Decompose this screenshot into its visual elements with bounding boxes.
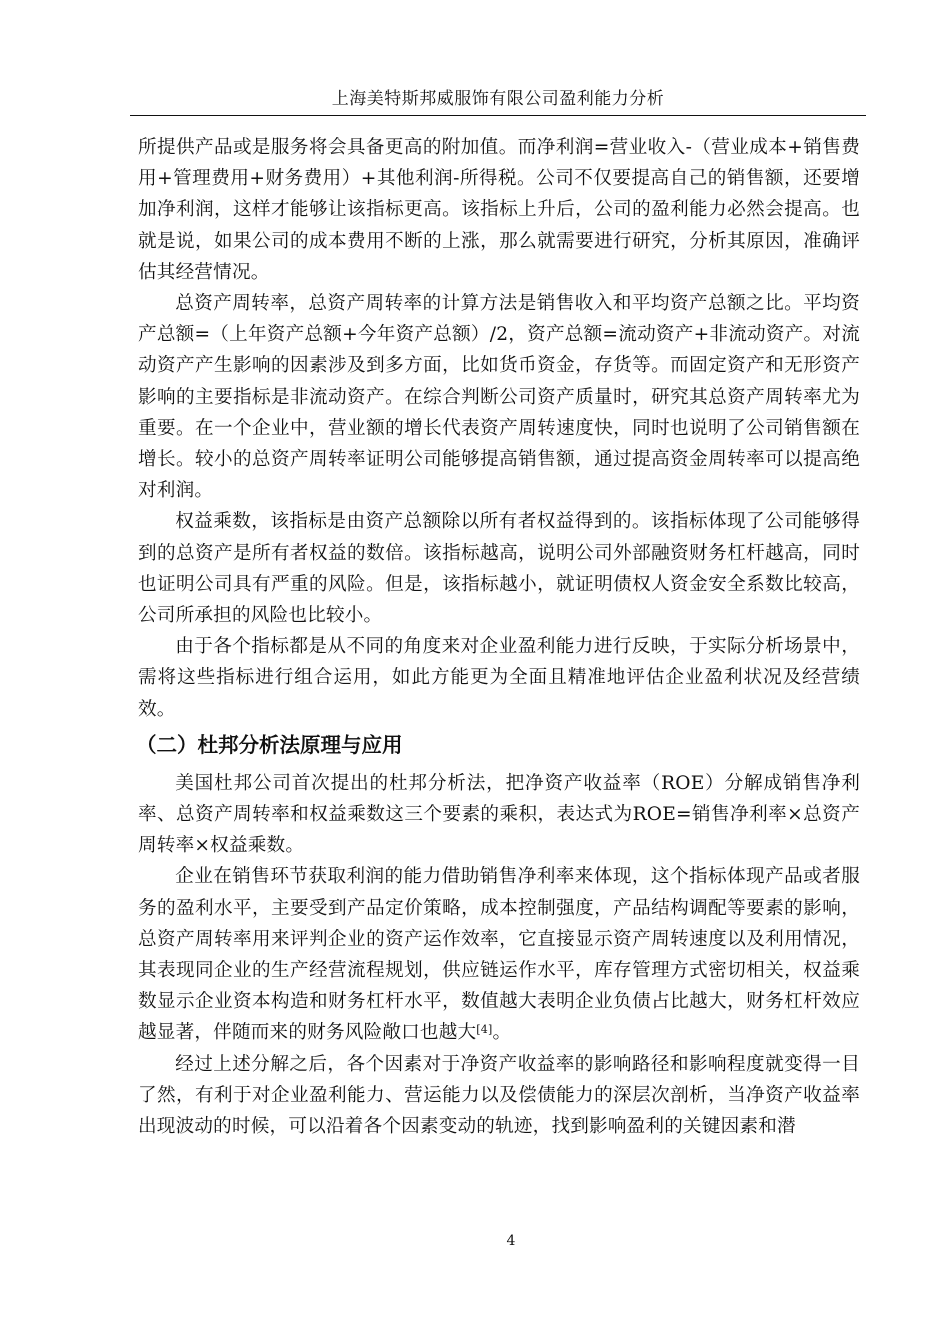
citation-reference: [4]	[476, 1023, 493, 1037]
paragraph-equity-multiplier: 权益乘数，该指标是由资产总额除以所有者权益得到的。该指标体现了公司能够得到的总资产是所有者权益的数倍。该指标越高，说明公司外部融资财务杠杆越高，同时也证明公司具有严重的风险。但是，该指标越小，就证明债权人资金安全系数比较高，公司所承担的风险也比较小。	[138, 511, 860, 627]
page-header-title: 上海美特斯邦威服饰有限公司盈利能力分析	[331, 89, 665, 109]
paragraph-dupont-decomposition: 经过上述分解之后，各个因素对于净资产收益率的影响路径和影响程度就变得一目了然，有利于对企业盈利能力、营运能力以及偿债能力的深层次剖析，当净资产收益率出现波动的时候，可以沿着各个因素变动的轨迹，找到影响盈利的关键因素和潜	[138, 1053, 860, 1138]
header-divider	[130, 115, 866, 116]
paragraph-dupont-factors-tail: 。	[492, 1022, 512, 1044]
paragraph-dupont-factors	[138, 861, 860, 1048]
paragraph-net-profit-continued: 所提供产品或是服务将会具备更高的附加值。而净利润=营业收入-（营业成本+销售费用+管理费用+财务费用）+其他利润-所得税。公司不仅要提高自己的销售额，还要增加净利润，这样才能够让该指标更高。该指标上升后，公司的盈利能力必然会提高。也就是说，如果公司的成本费用不断的上涨，那么就需要进行研究，分析其原因，准确评估其经营情况。	[138, 137, 860, 283]
page-number: 4	[506, 1233, 516, 1249]
paragraph-total-asset-turnover: 总资产周转率，总资产周转率的计算方法是销售收入和平均资产总额之比。平均资产总额=（上年资产总额+今年资产总额）/2，资产总额=流动资产+非流动资产。对流动资产产生影响的因素涉及到多方面，比如货币资金，存货等。而固定资产和无形资产影响的主要指标是非流动资产。在综合判断公司资产质量时，研究其总资产周转率尤为重要。在一个企业中，营业额的增长代表资产周转速度快，同时也说明了公司销售额在增长。较小的总资产周转率证明公司能够提高销售额，通过提高资金周转率可以提高绝对利润。	[138, 293, 860, 502]
section-heading-dupont: （二）杜邦分析法原理与应用	[136, 732, 403, 757]
paragraph-dupont-intro: 美国杜邦公司首次提出的杜邦分析法，把净资产收益率（ROE）分解成销售净利率、总资产周转率和权益乘数这三个要素的乘积，表达式为ROE=销售净利率×总资产周转率×权益乘数。	[138, 772, 860, 857]
paragraph-dupont-factors-text: 企业在销售环节获取利润的能力借助销售净利率来体现，这个指标体现产品或者服务的盈利水平，主要受到产品定价策略，成本控制强度，产品结构调配等要素的影响，总资产周转率用来评判企业的资产运作效率，它直接显示资产周转速度以及利用情况，其表现同企业的生产经营流程规划，供应链运作水平，库存管理方式密切相关，权益乘数显示企业资本构造和财务杠杆水平，数值越大表明企业负债占比越大，财务杠杆效应越显著，伴随而来的财务风险敞口也越大	[138, 866, 860, 1044]
document-body	[138, 132, 860, 1142]
paragraph-indicator-combination: 由于各个指标都是从不同的角度来对企业盈利能力进行反映，于实际分析场景中，需将这些指标进行组合运用，如此方能更为全面且精准地评估企业盈利状况及经营绩效。	[138, 636, 860, 720]
